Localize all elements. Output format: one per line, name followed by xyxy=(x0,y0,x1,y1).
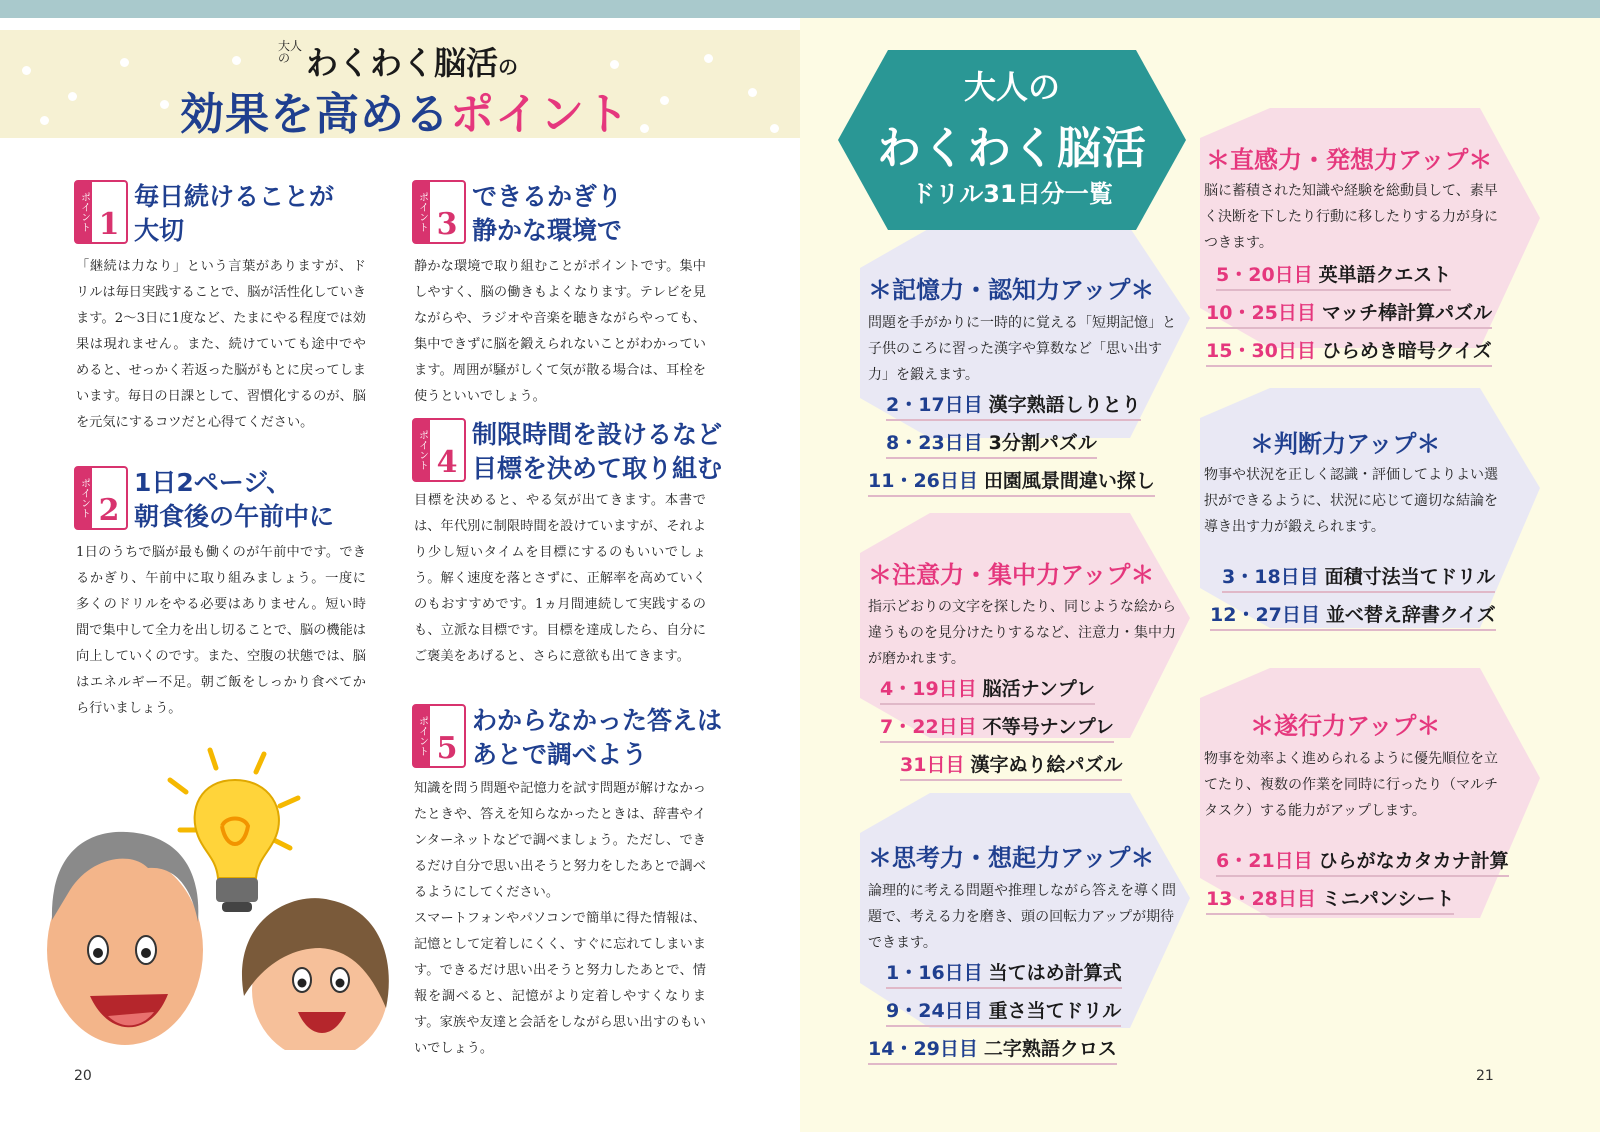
section-memory-desc: 問題を手がかりに一時的に覚える「短期記憶」と子供のころに習った漢字や算数など「思い出す力」を鍛えます。 xyxy=(868,315,1176,383)
drill-item: 10・25日目 マッチ棒計算パズル xyxy=(1206,298,1492,329)
section-intuition-title: ＊直感力・発想力アップ＊ xyxy=(1206,146,1493,174)
section-attention-desc: 指示どおりの文字を探したり、同じような絵から違うものを見分けたりするなど、注意力・集中力が磨かれます。 xyxy=(868,599,1176,667)
title-small-prefix: 大人の xyxy=(278,39,303,65)
page-number-right: 21 xyxy=(1476,1068,1494,1084)
point-5-body-2: スマートフォンやパソコンで簡単に得た情報は、記憶として定着しにくく、すぐに忘れてしまいます。できるだけ思い出そうと努力したあとで、情報を調べると、記憶がより定着しやすくなります。家族や友達と会話をしながら思い出すのもいいでしょう。 xyxy=(414,911,706,1056)
drill-item: 8・23日目 3分割パズル xyxy=(886,428,1097,459)
point-2-heading: ポイント 2 1日2ページ、 朝食後の午前中に xyxy=(74,466,334,534)
drill-item: 1・16日目 当てはめ計算式 xyxy=(886,958,1122,989)
point-5-heading: ポイント 5 わからなかった答えは あとで調べよう xyxy=(412,704,722,772)
point-4-body: 目標を決めると、やる気が出てきます。本書では、年代別に制限時間を設けていますが、それより少し短いタイムを目標にするのもいいでしょう。解く速度を落とさずに、正解率を高めていくのもおすすめです。1ヵ月間連続して実践するのも、立派な目標です。目標を達成したら、自分にご褒美をあげると、さらに意欲も出てきます。 xyxy=(414,493,706,664)
point-3-body: 静かな環境で取り組むことがポイントです。集中しやすく、脳の働きもよくなります。テレビを見ながらや、ラジオや音楽を聴きながらやっても、集中できずに脳を鍛えられないことがわかっています。周囲が騒がしくて気が散る場合は、耳栓を使うといいでしょう。 xyxy=(414,259,706,404)
drill-item: 14・29日目 二字熟語クロス xyxy=(868,1034,1117,1065)
section-thinking-desc: 論理的に考える問題や推理しながら答えを導く問題で、考える力を磨き、頭の回転力アップが期待できます。 xyxy=(868,883,1176,951)
point-badge: ポイント 1 xyxy=(74,180,128,244)
drill-item: 6・21日目 ひらがなカタカナ計算 xyxy=(1216,846,1509,877)
point-5-body: 知識を問う問題や記憶力を試す問題が解けなかったときや、答えを知らなかったときは、辞書やインターネットなどで調べましょう。ただし、できるだけ自分で思い出そうと努力をしたあとで調べるようにしてください。 xyxy=(414,781,706,900)
title-brand: わくわく脳活の xyxy=(306,44,519,82)
drill-item: 15・30日目 ひらめき暗号クイズ xyxy=(1206,336,1492,367)
section-execution-desc: 物事を効率よく進められるように優先順位を立てたり、複数の作業を同時に行ったり（マルチタスク）する能力がアップします。 xyxy=(1204,751,1498,819)
couple-lightbulb-illustration xyxy=(30,740,400,1050)
point-3-heading: ポイント 3 できるかぎり 静かな環境で xyxy=(412,180,622,248)
section-thinking-title: ＊思考力・想起力アップ＊ xyxy=(868,844,1155,872)
point-1-heading: ポイント 1 毎日続けることが 大切 xyxy=(74,180,334,248)
section-execution-title: ＊遂行力アップ＊ xyxy=(1250,712,1441,740)
drill-item: 12・27日目 並べ替え辞書クイズ xyxy=(1210,600,1496,631)
point-badge: ポイント 2 xyxy=(74,466,128,530)
point-2-body: 1日のうちで脳が最も働くのが午前中です。できるかぎり、午前中に取り組みましょう。一度に多くのドリルをやる必要はありません。短い時間で集中して全力を出し切ることで、脳の機能は向上していくのです。また、空腹の状態では、脳はエネルギー不足。朝ご飯をしっかり食べてから行いましょう。 xyxy=(76,545,366,716)
drill-item: 2・17日目 漢字熟語しりとり xyxy=(886,390,1141,421)
drill-item: 9・24日目 重さ当てドリル xyxy=(886,996,1121,1027)
section-judgment-title: ＊判断力アップ＊ xyxy=(1250,430,1441,458)
point-badge: ポイント 3 xyxy=(412,180,466,244)
point-1-body: 「継続は力なり」という言葉がありますが、ドリルは毎日実践することで、脳が活性化していきます。2〜3日に1度など、たまにやる程度では効果は現れません。また、続けていても途中でやめると、せっかく若返った脳がもとに戻ってしまいます。毎日の日課として、習慣化するのが、脳を元気にするコツだと心得てください。 xyxy=(76,259,366,430)
drill-item: 7・22日目 不等号ナンプレ xyxy=(880,712,1114,743)
list-title-line3: ドリル31日分一覧 xyxy=(911,180,1113,208)
page-number-left: 20 xyxy=(74,1068,92,1084)
drill-item: 3・18日目 面積寸法当てドリル xyxy=(1222,562,1495,593)
list-title-line1: 大人の xyxy=(963,68,1060,106)
top-color-band xyxy=(0,0,1600,18)
point-badge: ポイント 4 xyxy=(412,418,466,482)
page-title: 効果を高めるポイント xyxy=(180,89,630,140)
point-badge: ポイント 5 xyxy=(412,704,466,768)
section-memory-title: ＊記憶力・認知力アップ＊ xyxy=(868,276,1155,304)
drill-item: 11・26日目 田園風景間違い探し xyxy=(868,466,1155,497)
drill-item: 5・20日目 英単語クエスト xyxy=(1216,260,1451,291)
list-title-line2: わくわく脳活 xyxy=(877,123,1147,174)
section-intuition-desc: 脳に蓄積された知識や経験を総動員して、素早く決断を下したり行動に移したりする力が身につきます。 xyxy=(1204,183,1498,251)
section-judgment-desc: 物事や状況を正しく認識・評価してよりよい選択ができるように、状況に応じて適切な結論を導き出す力が鍛えられます。 xyxy=(1204,467,1498,535)
section-attention-title: ＊注意力・集中力アップ＊ xyxy=(868,561,1155,589)
point-4-heading: ポイント 4 制限時間を設けるなど 目標を決めて取り組む xyxy=(412,418,722,486)
drill-item: 4・19日目 脳活ナンプレ xyxy=(880,674,1095,705)
drill-item: 31日目 漢字ぬり絵パズル xyxy=(900,750,1122,781)
drill-item: 13・28日目 ミニパンシート xyxy=(1206,884,1454,915)
